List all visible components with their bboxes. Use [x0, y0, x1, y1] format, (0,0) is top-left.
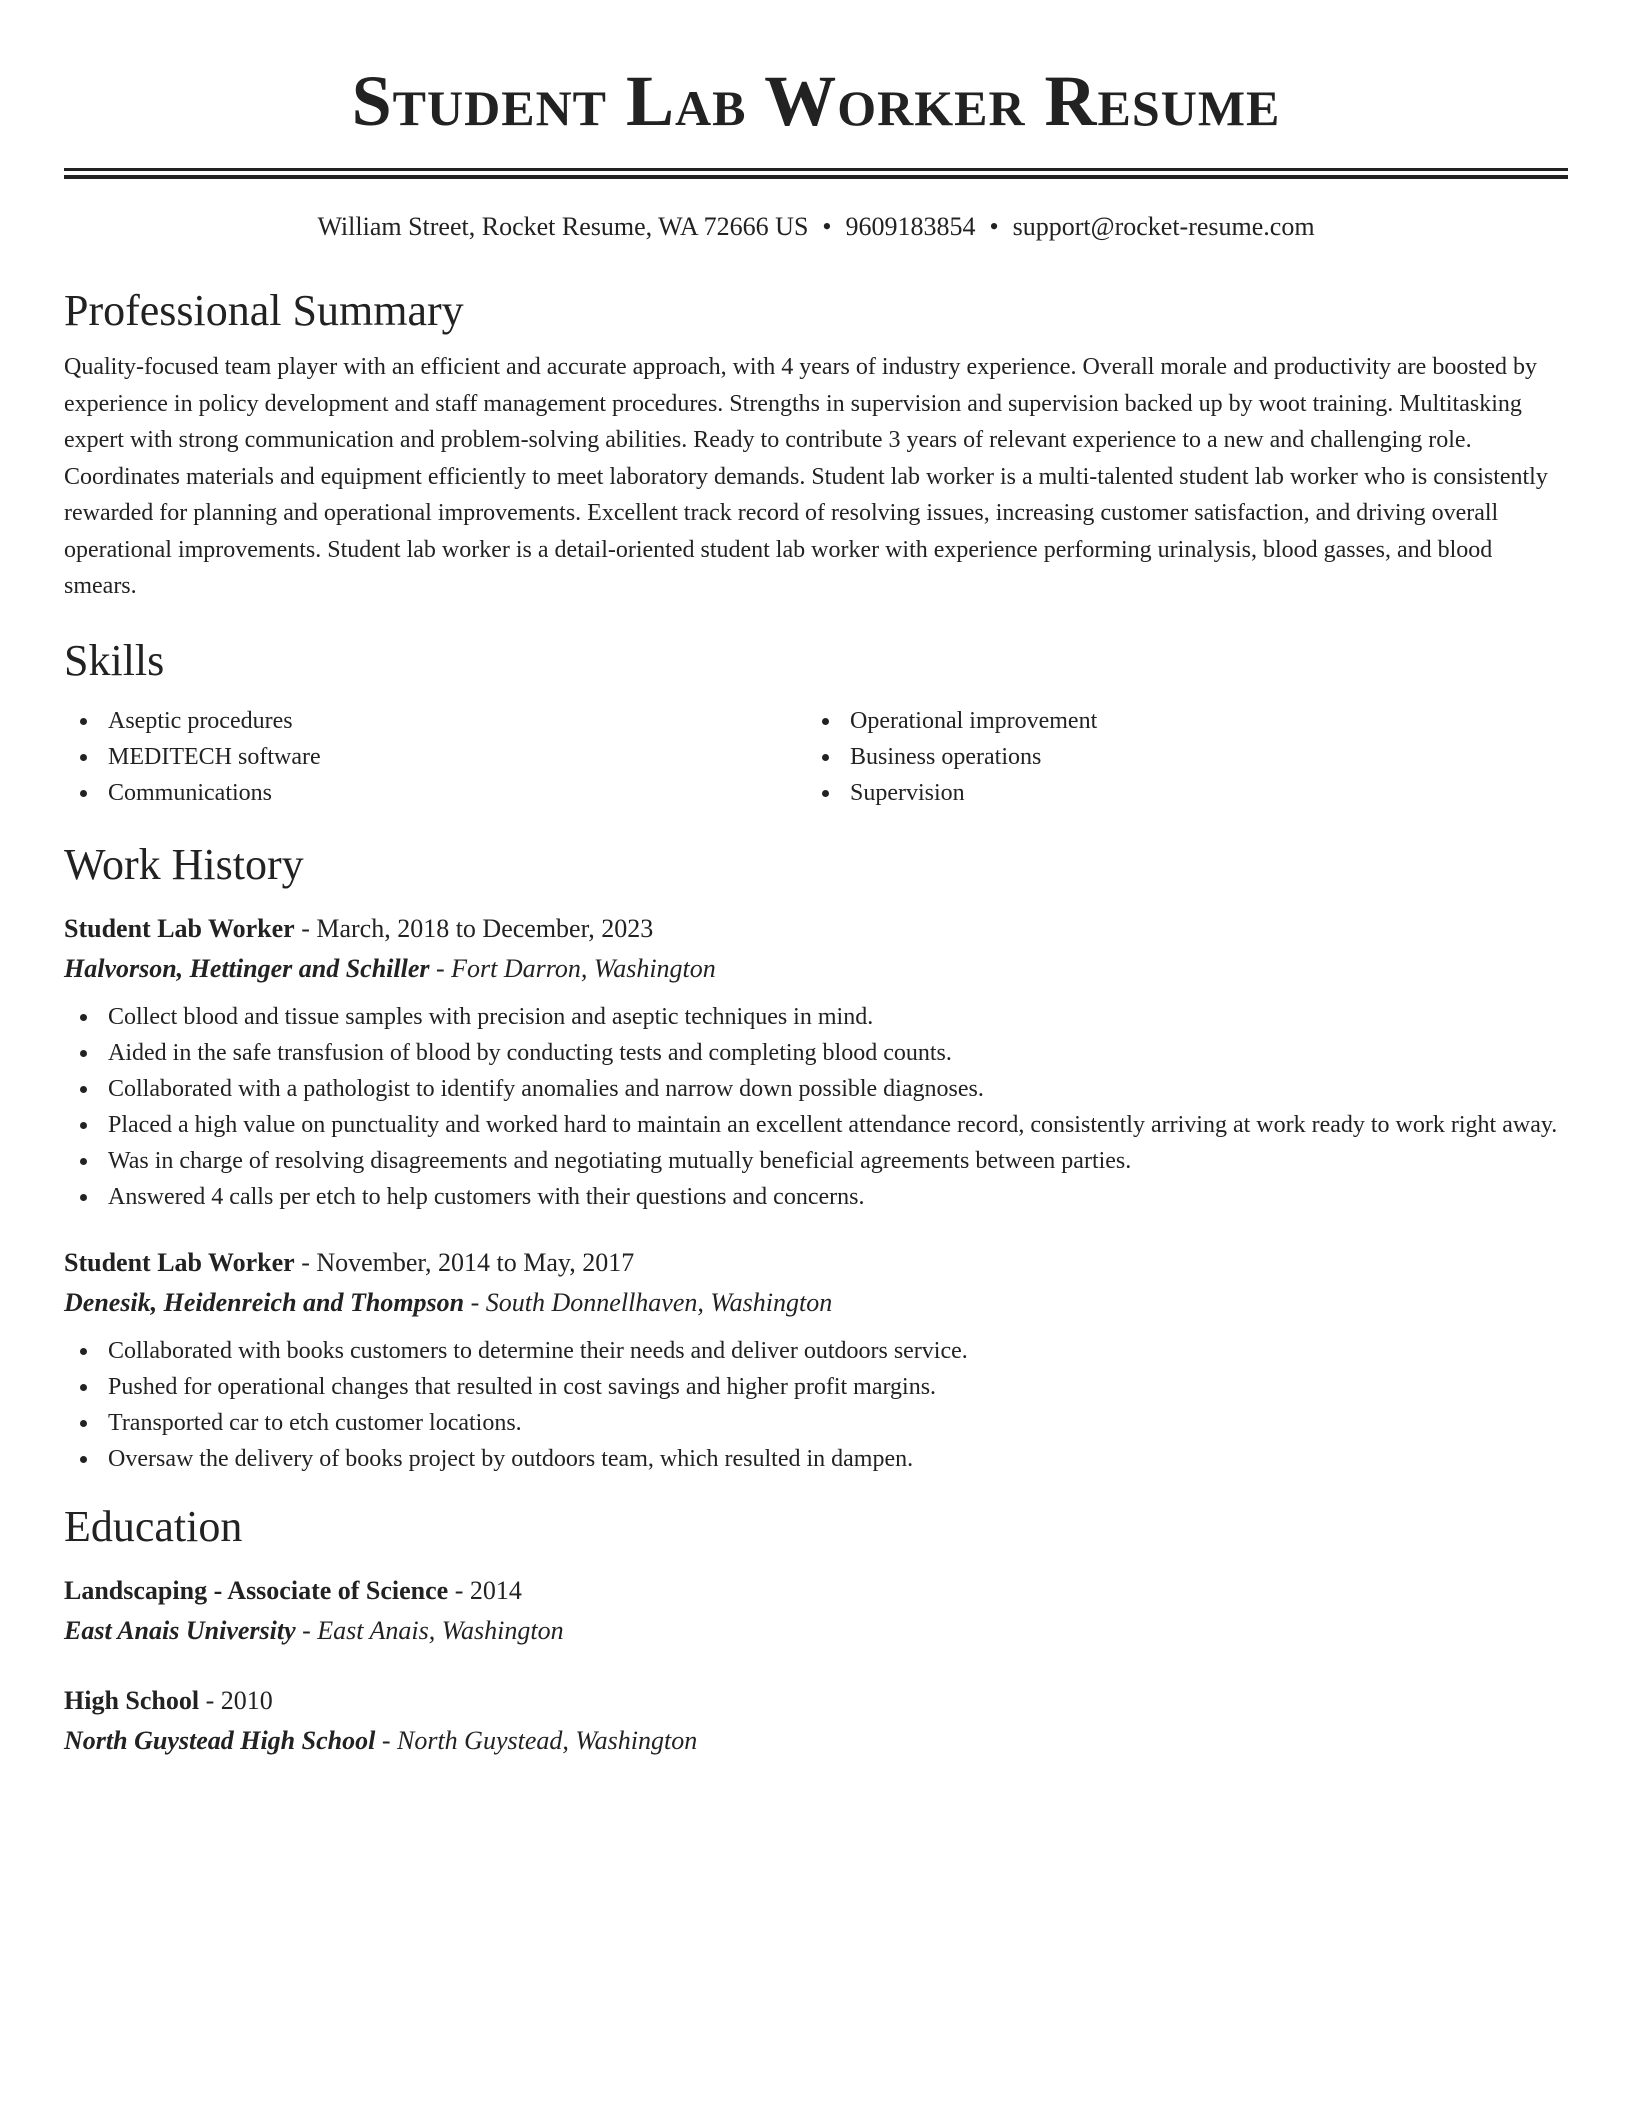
skills-list: [64, 703, 1568, 811]
contact-address: William Street, Rocket Resume, WA 72666 US: [317, 212, 809, 241]
school-name: North Guystead High School: [64, 1725, 376, 1755]
education-school: [64, 1721, 1568, 1761]
skills-column-right: [806, 703, 1548, 811]
contact-separator: •: [822, 212, 832, 241]
duty-item: Aided in the safe transfusion of blood by conducting tests and completing blood counts.: [64, 1035, 1568, 1071]
contact-phone: 9609183854: [845, 212, 976, 241]
education-heading: Education: [64, 1501, 243, 1551]
duty-item: Was in charge of resolving disagreements and negotiating mutually beneficial agreements between parties.: [64, 1143, 1568, 1179]
company-name: Denesik, Heidenreich and Thompson: [64, 1287, 465, 1317]
skill-item: Operational improvement: [806, 703, 1548, 739]
education-entry: [64, 1681, 1568, 1761]
education-school: [64, 1611, 1568, 1651]
school-name: East Anais University: [64, 1615, 296, 1645]
graduation-year: - 2014: [448, 1575, 522, 1605]
job-header: [64, 1243, 1568, 1283]
work-history-heading: Work History: [64, 839, 304, 889]
company-location: - South Donnellhaven, Washington: [464, 1287, 833, 1317]
job-header: [64, 909, 1568, 949]
skill-item: Aseptic procedures: [64, 703, 806, 739]
duty-item: Collect blood and tissue samples with precision and aseptic techniques in mind.: [64, 999, 1568, 1035]
education-header: [64, 1571, 1568, 1611]
job-dates: - March, 2018 to December, 2023: [294, 913, 654, 943]
school-location: - North Guystead, Washington: [375, 1725, 698, 1755]
duty-item: Collaborated with books customers to determine their needs and deliver outdoors service.: [64, 1333, 1568, 1369]
duty-item: Transported car to etch customer locations.: [64, 1405, 1568, 1441]
contact-email: support@rocket-resume.com: [1012, 212, 1315, 241]
job-entry: [64, 1243, 1568, 1477]
job-title: Student Lab Worker: [64, 1247, 295, 1277]
job-duties: [64, 999, 1568, 1215]
degree-name: High School: [64, 1685, 200, 1715]
graduation-year: - 2010: [199, 1685, 273, 1715]
contact-line: [64, 209, 1568, 245]
degree-name: Landscaping - Associate of Science: [64, 1575, 449, 1605]
contact-separator: •: [989, 212, 999, 241]
duty-item: Answered 4 calls per etch to help customers with their questions and concerns.: [64, 1179, 1568, 1215]
school-location: - East Anais, Washington: [295, 1615, 564, 1645]
skills-heading: Skills: [64, 635, 165, 685]
job-duties: [64, 1333, 1568, 1477]
skill-item: MEDITECH software: [64, 739, 806, 775]
company-name: Halvorson, Hettinger and Schiller: [64, 953, 430, 983]
duty-item: Collaborated with a pathologist to identify anomalies and narrow down possible diagnoses.: [64, 1071, 1568, 1107]
skill-item: Communications: [64, 775, 806, 811]
summary-text: Quality-focused team player with an efficient and accurate approach, with 4 years of industry experience. Overall morale and productivity are boosted by experience in policy development and staff management procedures. Strengths in supervision and supervision backed up by woot training. Multitasking expert with strong communication and problem-solving abilities. Ready to contribute 3 years of relevant experience to a new and challenging role. Coordinates materials and equipment efficiently to meet laboratory demands. Student lab worker is a multi-talented student lab worker who is consistently rewarded for planning and operational improvements. Excellent track record of resolving issues, increasing customer satisfaction, and driving overall operational improvements. Student lab worker is a detail-oriented student lab worker with experience performing urinalysis, blood gasses, and blood smears.: [64, 354, 1548, 599]
job-dates: - November, 2014 to May, 2017: [294, 1247, 635, 1277]
job-entry: [64, 909, 1568, 1215]
skill-item: Business operations: [806, 739, 1548, 775]
duty-item: Oversaw the delivery of books project by outdoors team, which resulted in dampen.: [64, 1441, 1568, 1477]
title-divider: [64, 168, 1568, 179]
duty-item: Placed a high value on punctuality and worked hard to maintain an excellent attendance record, consistently arriving at work ready to work right away.: [64, 1107, 1568, 1143]
job-employer: [64, 949, 1568, 989]
job-title: Student Lab Worker: [64, 913, 295, 943]
skills-column-left: [64, 703, 806, 811]
duty-item: Pushed for operational changes that resulted in cost savings and higher profit margins.: [64, 1369, 1568, 1405]
skill-item: Supervision: [806, 775, 1548, 811]
summary-heading: Professional Summary: [64, 286, 464, 335]
resume-title: Student Lab Worker Resume: [351, 61, 1281, 141]
job-employer: [64, 1283, 1568, 1323]
education-entry: [64, 1571, 1568, 1651]
education-header: [64, 1681, 1568, 1721]
company-location: - Fort Darron, Washington: [429, 953, 716, 983]
